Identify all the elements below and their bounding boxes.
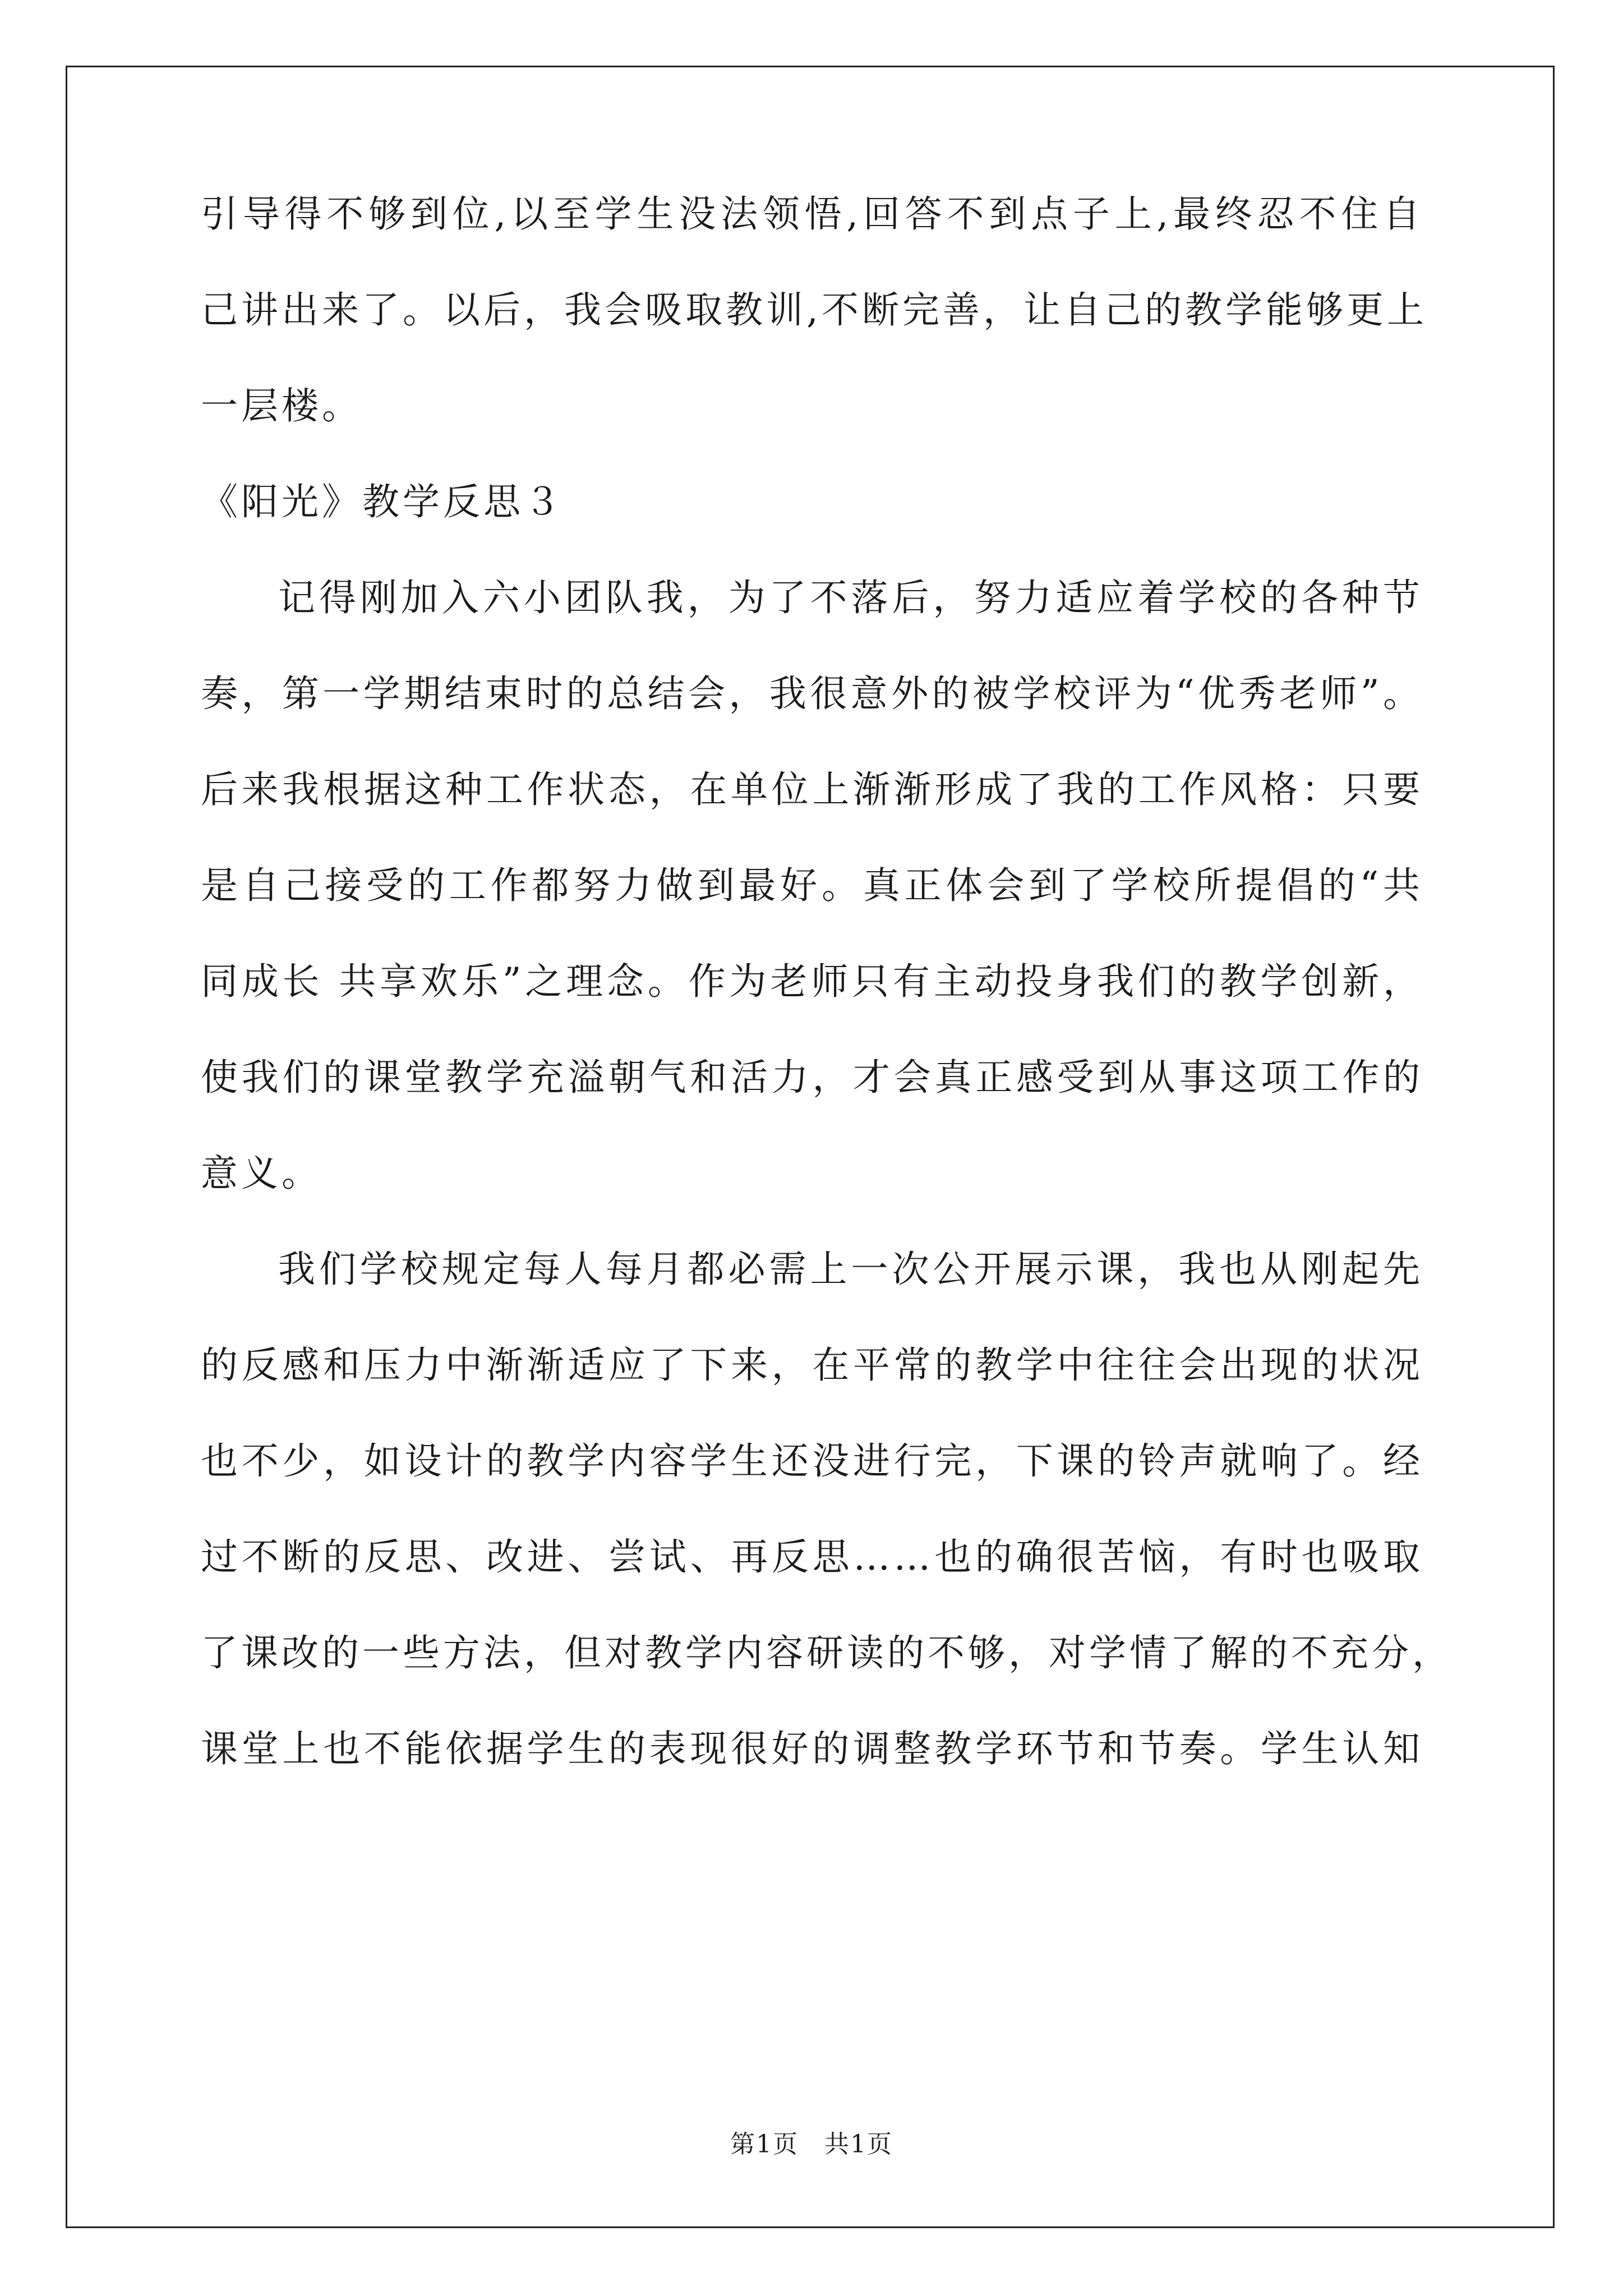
text-line: 同成长 共享欢乐”之理念。作为老师只有主动投身我们的教学创新， <box>201 960 1423 1003</box>
text-line: 使我们的课堂教学充溢朝气和活力，才会真正感受到从事这项工作的 <box>201 1056 1423 1099</box>
text-line: 奏，第一学期结束时的总结会，我很意外的被学校评为“优秀老师”。 <box>201 672 1423 715</box>
text-line: 过不断的反思、改进、尝试、再反思……也的确很苦恼，有时也吸取 <box>201 1535 1423 1579</box>
text-line: 的反感和压力中渐渐适应了下来，在平常的教学中往往会出现的状况 <box>201 1343 1423 1387</box>
section-heading: 《阳光》教学反思３ <box>201 480 564 523</box>
text-line: 了课改的一些方法，但对教学内容研读的不够，对学情了解的不充分， <box>201 1631 1453 1674</box>
page-number: 第1页 <box>730 2130 799 2159</box>
paragraph-first-line: 我们学校规定每人每月都必需上一次公开展示课，我也从刚起先 <box>278 1248 1423 1291</box>
text-line: 一层楼。 <box>201 384 362 427</box>
page-total: 共1页 <box>824 2130 893 2159</box>
text-line: 意义。 <box>201 1152 322 1195</box>
text-line: 引导得不够到位,以至学生没法领悟,回答不到点子上,最终忍不住自 <box>201 192 1423 236</box>
page-footer <box>0 2129 1623 2160</box>
text-line: 后来我根据这种工作状态，在单位上渐渐形成了我的工作风格：只要 <box>201 768 1423 811</box>
text-line: 课堂上也不能依据学生的表现很好的调整教学环节和节奏。学生认知 <box>201 1727 1423 1770</box>
text-line: 也不少，如设计的教学内容学生还没进行完，下课的铃声就响了。经 <box>201 1439 1423 1483</box>
text-line: 是自己接受的工作都努力做到最好。真正体会到了学校所提倡的“共 <box>201 864 1423 907</box>
text-line: 己讲出来了。以后，我会吸取教训,不断完善，让自己的教学能够更上 <box>201 288 1427 332</box>
document-body <box>201 190 1453 1820</box>
paragraph-first-line: 记得刚加入六小团队我，为了不落后，努力适应着学校的各种节 <box>278 576 1423 619</box>
